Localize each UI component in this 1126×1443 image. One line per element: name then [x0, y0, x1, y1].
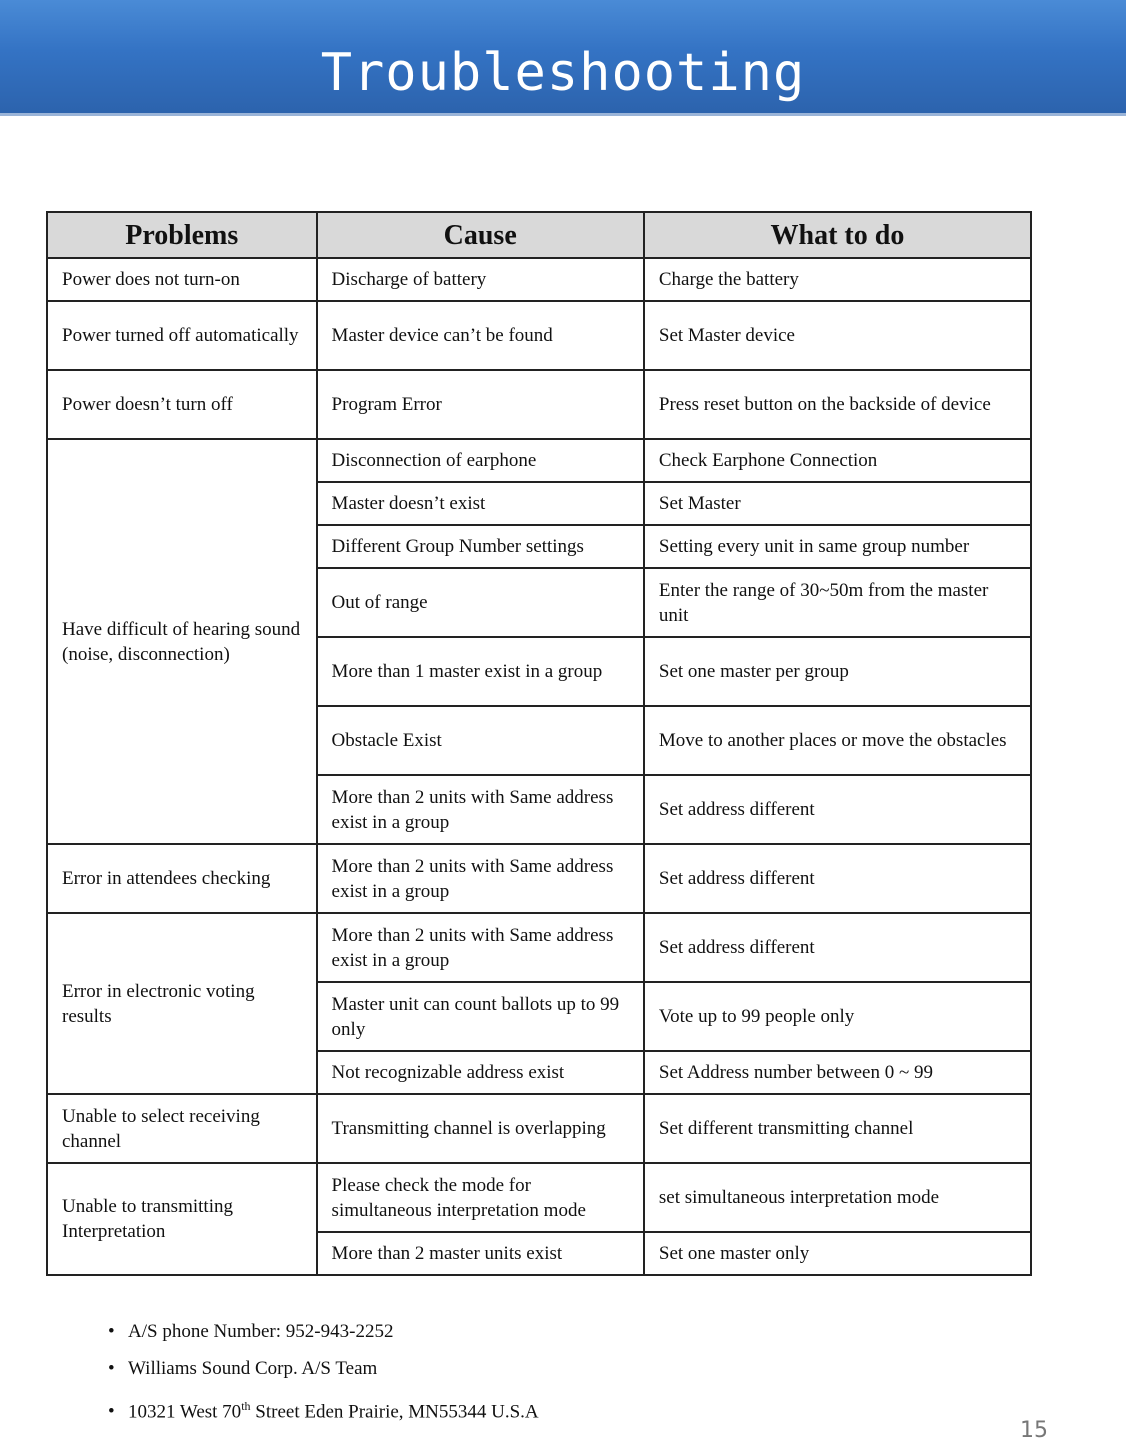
action-cell: Set Master	[644, 482, 1031, 525]
header-banner	[0, 0, 1126, 116]
problem-cell: Power does not turn-on	[47, 258, 317, 301]
bullet-icon: •	[108, 1321, 115, 1342]
action-cell: Move to another places or move the obstacles	[644, 706, 1031, 775]
cause-cell: More than 1 master exist in a group	[317, 637, 644, 706]
table-row	[47, 439, 1031, 482]
action-cell: Press reset button on the backside of device	[644, 370, 1031, 439]
action-cell: Enter the range of 30~50m from the master unit	[644, 568, 1031, 637]
problem-cell: Unable to transmitting Interpretation	[47, 1163, 317, 1275]
cause-cell: Different Group Number settings	[317, 525, 644, 568]
action-cell: Vote up to 99 people only	[644, 982, 1031, 1051]
action-cell: Charge the battery	[644, 258, 1031, 301]
contact-team	[108, 1355, 539, 1392]
action-cell: Set address different	[644, 913, 1031, 982]
action-cell: Setting every unit in same group number	[644, 525, 1031, 568]
troubleshooting-table	[46, 211, 1032, 1276]
page-number: 15	[1020, 1418, 1048, 1443]
contact-address	[108, 1392, 539, 1429]
cause-cell: More than 2 units with Same address exist in a group	[317, 913, 644, 982]
table-header-row	[47, 212, 1031, 258]
header-problems: Problems	[47, 212, 317, 258]
address-text-rest: Street Eden Prairie, MN55344 U.S.A	[250, 1401, 539, 1423]
action-cell: Set address different	[644, 844, 1031, 913]
problem-cell: Error in attendees checking	[47, 844, 317, 913]
cause-cell: More than 2 units with Same address exist in a group	[317, 844, 644, 913]
cause-cell: Not recognizable address exist	[317, 1051, 644, 1094]
contact-phone	[108, 1318, 539, 1355]
bullet-icon: •	[108, 1401, 115, 1423]
phone-text: A/S phone Number: 952-943-2252	[128, 1321, 394, 1342]
action-cell: Set one master only	[644, 1232, 1031, 1275]
cause-cell: Master unit can count ballots up to 99 only	[317, 982, 644, 1051]
bullet-icon: •	[108, 1358, 115, 1379]
action-cell: Set different transmitting channel	[644, 1094, 1031, 1163]
problem-cell: Power doesn’t turn off	[47, 370, 317, 439]
table-row	[47, 301, 1031, 370]
problem-cell: Error in electronic voting results	[47, 913, 317, 1094]
team-text: Williams Sound Corp. A/S Team	[128, 1358, 378, 1379]
action-cell: Set Address number between 0 ~ 99	[644, 1051, 1031, 1094]
problem-cell: Unable to select receiving channel	[47, 1094, 317, 1163]
action-cell: Set Master device	[644, 301, 1031, 370]
problem-cell: Power turned off automatically	[47, 301, 317, 370]
cause-cell: Out of range	[317, 568, 644, 637]
cause-cell: Master device can’t be found	[317, 301, 644, 370]
problem-cell: Have difficult of hearing sound (noise, disconnection)	[47, 439, 317, 844]
table-row	[47, 370, 1031, 439]
cause-cell: More than 2 units with Same address exist in a group	[317, 775, 644, 844]
cause-cell: Program Error	[317, 370, 644, 439]
address-text: 10321 West 70	[128, 1401, 242, 1423]
action-cell: Set one master per group	[644, 637, 1031, 706]
cause-cell: Disconnection of earphone	[317, 439, 644, 482]
table-row	[47, 258, 1031, 301]
table-row	[47, 1094, 1031, 1163]
contact-list	[108, 1318, 539, 1429]
address-superscript: th	[241, 1399, 251, 1413]
page-title: Troubleshooting	[320, 43, 806, 103]
action-cell: Check Earphone Connection	[644, 439, 1031, 482]
cause-cell: Obstacle Exist	[317, 706, 644, 775]
cause-cell: Please check the mode for simultaneous interpretation mode	[317, 1163, 644, 1232]
action-cell: Set address different	[644, 775, 1031, 844]
cause-cell: Transmitting channel is overlapping	[317, 1094, 644, 1163]
cause-cell: Discharge of battery	[317, 258, 644, 301]
table-row	[47, 1163, 1031, 1232]
action-cell: set simultaneous interpretation mode	[644, 1163, 1031, 1232]
table-row	[47, 844, 1031, 913]
table-row	[47, 913, 1031, 982]
cause-cell: Master doesn’t exist	[317, 482, 644, 525]
header-cause: Cause	[317, 212, 644, 258]
cause-cell: More than 2 master units exist	[317, 1232, 644, 1275]
header-what-to-do: What to do	[644, 212, 1031, 258]
